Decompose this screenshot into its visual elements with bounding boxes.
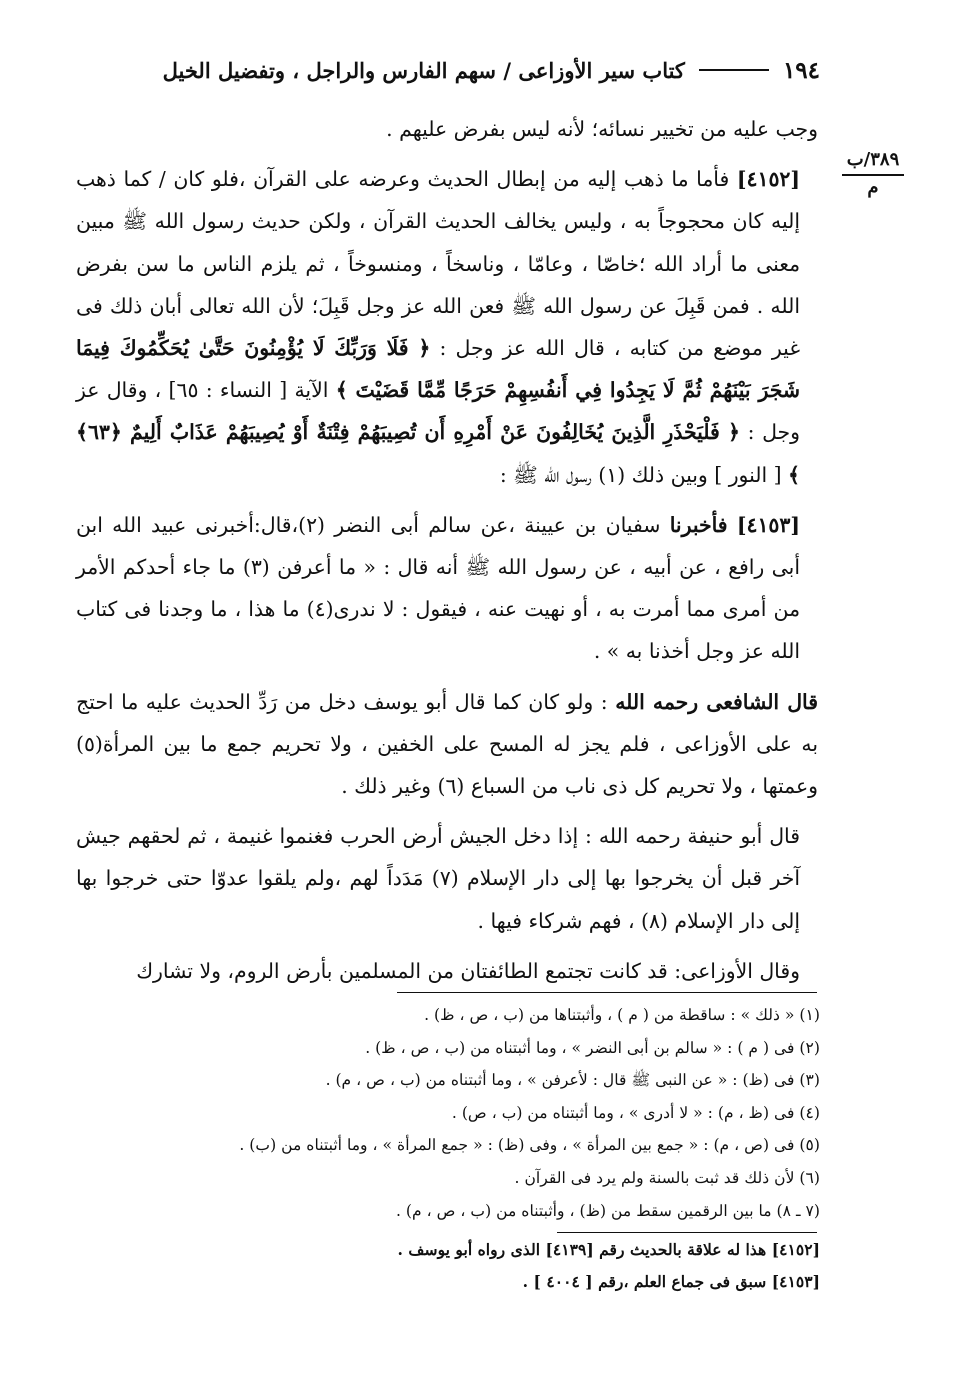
margin-mark: م [867,177,879,198]
paragraph-4153-text: سفيان بن عيينة ،عن سالم أبى النضر (٢)،قال:أخبرنى عبيد الله ابن أبى رافع ، عن أبيه ، عن رسول الله ﷺ أنه قال : « ما أعرفن (٣) ما جاء أحدكم الأمر من أمرى مما أمرت به ، أو نهيت عنه ، فيقول : لا ندرى(٤) ما هذا ، ما وجدنا فى كتاب الله عز وجل أخذنا به » . [76,512,800,664]
quran-verse-nisa: ﴿ فَلَا وَرَبِّكَ لَا يُؤْمِنُونَ حَتَّىٰ يُحَكِّمُوكَ فِيمَا شَجَرَ بَيْنَهُمْ ثُمَّ لَا يَجِدُوا فِي أَنفُسِهِمْ حَرَجًا مِّمَّا قَضَيْتَ ﴾ [76,336,800,403]
header-title: كتاب سير الأوزاعى / سهم الفارس والراجل ، وتفضيل الخيل [162,57,685,83]
footnote-divider [397,992,817,993]
footnote-2: (٢) فى ( م ) : « سالم بن أبى النضر » ، وما أثبتناه من (ب ، ص ، ظ) . [365,1038,820,1057]
paragraph-abu-hanifa: قال أبو حنيفة رحمه الله : إذا دخل الجيش أرض الحرب فغنموا غنيمة ، ثم لحقهم جيش آخر قبل أن يخرجوا بها إلى دار الإسلام (٧) مَدَداً لهم ،ولم يلقوا عدوّا حتى خرجوا بها إلى دار الإسلام (٨) ، فهم شركاء فيها . [76,824,800,933]
paragraph-awzai: وقال الأوزاعى: قد كانت تجتمع الطائفتان من المسلمين بأرض الروم، ولا تشارك [136,958,800,983]
footnote-7-8: (٧ ـ ٨) ما بين الرقمين سقط من (ظ) ، وأثبتناه من (ب ، ص ، م) . [396,1201,820,1220]
quran-verse-nur: ﴿ فَلْيَحْذَرِ الَّذِينَ يُخَالِفُونَ عَنْ أَمْرِهِ أَن تُصِيبَهُمْ فِتْنَةٌ أَوْ يُصِيبَهُمْ عَذَابٌ أَلِيمٌ ﴿٦٣﴾ ﴾ [76,420,800,487]
paragraph-4152-mid: الآية [ النساء : ٦٥] ، وقال عز وجل : [76,378,801,445]
footnotes [140,999,820,1227]
page-number: ١٩٤ [782,56,820,84]
paragraph-shafii-lead: قال الشافعى رحمه الله [615,689,818,714]
footnote-1: (١) « ذلك » : ساقطة من ( م ) ، وأثبتناها من (ب ، ص ، ظ) . [424,1006,820,1024]
paragraph-continuation: وجب عليه من تخيير نسائه؛ لأنه ليس بفرض عليهم . [386,117,818,141]
margin-note [842,148,904,200]
footnote-3: (٣) فى (ظ) : « عن النبى ﷺ قال : لأعرفن » ، وما أثبتناه من (ب ، ص ، م) . [325,1071,820,1090]
paragraph-4152 [76,158,818,496]
paragraph-shafii [76,681,818,808]
reference-4153: [٤١٥٣] سبق فى جماع العلم ،رقم [ ٤٠٠٤ ] . [522,1272,820,1291]
main-text [76,108,818,992]
paragraph-4152-text: فأما ما ذهب إليه من إبطال الحديث وعرضه على القرآن ،فلو كان / كما ذهب إليه كان محجوجاً به ، وليس يخالف الحديث القرآن ، ولكن حديث رسول الله ﷺ مبين معنى ما أراد الله ؛خاصّا ، وعامّا ، وناسخاً ، ومنسوخاً ، ثم يلزم الناس ما سن بفرض الله . فمن قَبِلَ عن رسول الله ﷺ فعن الله عز وجل قَبِلَ؛ لأن الله تعالى أبان ذلك فى غير موضع من كتابه ، قال الله عز وجل : [76,167,801,361]
footnote-6: (٦) لأن ذلك قد ثبت بالسنة ولم يرد فى القرآن . [514,1168,820,1187]
hadith-references [140,1234,820,1298]
paragraph-4152-end: [ النور ] وبين ذلك (١) رسول الله ﷺ : [499,462,782,487]
reference-4152: [٤١٥٢] هذا له علاقة بالحديث رقم [٤١٣٩] الذى رواه أبو يوسف . [397,1240,820,1259]
header-rule [699,69,769,71]
paragraph-4153 [76,504,818,673]
footnote-5: (٥) فى (ص ، م) : « جمع بين المرأة » ، وفى (ظ) : « جمع المرأة » ، وما أثبتناه من (ب) . [239,1136,820,1155]
references-divider [557,1232,817,1233]
hadith-number-4152: [٤١٥٢] [736,167,801,192]
footnote-4: (٤) فى (ظ ، م) : « لا أدرى » ، وما أثبتناه من (ب ، ص) . [451,1103,820,1122]
margin-folio: ٣٨٩/ب [842,148,904,176]
paragraph-4153-lead: فأخبرنا [669,512,728,537]
hadith-number-4153: [٤١٥٣] [736,512,800,537]
paragraph-shafii-text: : ولو كان كما قال أبو يوسف دخل من رَدِّ الحديث عليه ما احتج به على الأوزاعى ، فلم يجز له المسح على الخفين ، ولا تحريم جمع ما بين المرأة(٥) وعمتها ، ولا تحريم كل ذى ناب من السباع (٦) وغير ذلك . [76,689,818,799]
running-header [80,50,820,90]
